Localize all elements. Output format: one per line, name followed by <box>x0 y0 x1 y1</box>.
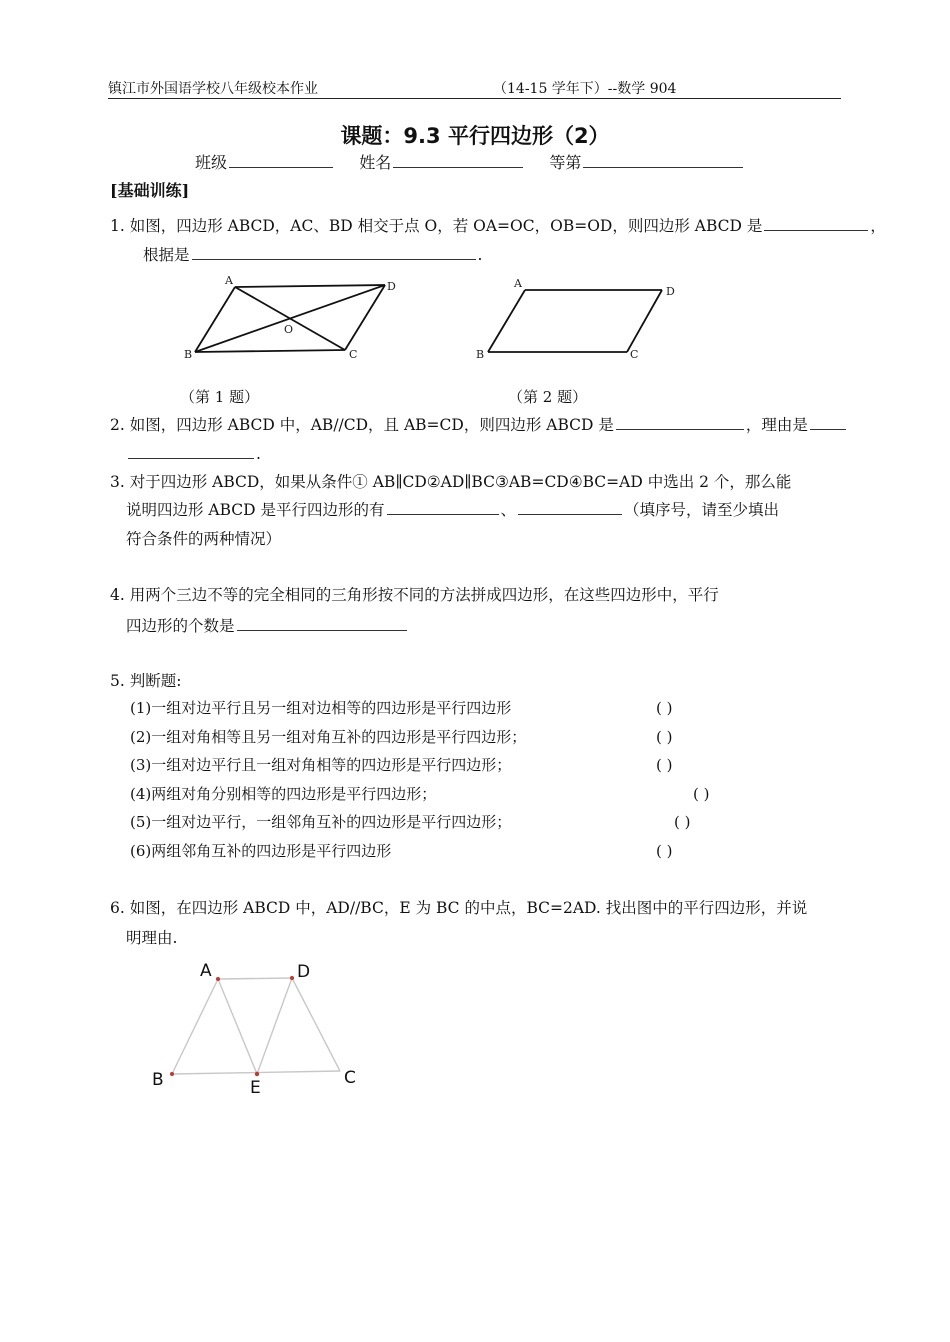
student-info-row <box>195 150 745 173</box>
grade-blank[interactable] <box>583 166 743 168</box>
question-2-line1 <box>110 411 848 439</box>
q1-reason-blank[interactable] <box>192 258 476 260</box>
class-label: 班级 <box>195 153 228 172</box>
question-6-line1: 6. 如图，在四边形 ABCD 中，AD//BC，E 为 BC 的中点，BC=2AD. 找出图中的平行四边形，并说 <box>110 899 808 917</box>
fig1-label-d: D <box>387 280 396 293</box>
figure-6-trapezoid <box>140 955 380 1105</box>
judge-bracket-3[interactable]: ( ) <box>656 756 673 775</box>
question-3-line3: 符合条件的两种情况） <box>126 530 282 548</box>
q4-answer-blank[interactable] <box>237 629 407 631</box>
judge-list <box>130 694 526 866</box>
q1-answer-blank[interactable] <box>764 229 868 231</box>
question-1-line1 <box>110 212 886 240</box>
q1-period: . <box>477 246 483 264</box>
judge-item-text: (4)两组对角分别相等的四边形是平行四边形； <box>130 784 437 803</box>
fig2-label-d: D <box>666 285 675 298</box>
judge-item <box>130 694 526 723</box>
grade-label: 等第 <box>549 153 582 172</box>
edge-ad <box>218 978 292 979</box>
question-5-title: 5. 判断题: <box>110 672 182 690</box>
point-e <box>255 1072 259 1076</box>
figure-1-caption: （第 1 题） <box>180 388 260 406</box>
q3-hint: （填序号，请至少填出 <box>624 501 780 519</box>
fig1-label-b: B <box>184 348 193 361</box>
edge-ab <box>172 979 218 1074</box>
judge-item <box>130 723 526 752</box>
edge-ba <box>195 287 235 352</box>
q1-comma: ， <box>870 217 886 235</box>
edge-ba <box>488 290 525 352</box>
point-a <box>216 977 220 981</box>
judge-bracket-5[interactable]: ( ) <box>674 813 691 832</box>
question-6-line2: 明理由. <box>126 929 178 947</box>
q2-period: . <box>256 445 261 463</box>
q1-reason-label: 根据是 <box>143 246 190 264</box>
judge-bracket-6[interactable]: ( ) <box>656 842 673 860</box>
judge-item-text: (6)两组邻角互补的四边形是平行四边形 <box>130 841 392 860</box>
q3-blank-2[interactable] <box>518 513 622 515</box>
edge-dc <box>292 978 340 1071</box>
q2-reason-label: ，理由是 <box>745 416 808 434</box>
judge-item-text: (5)一组对边平行，一组邻角互补的四边形是平行四边形； <box>130 813 512 832</box>
fig1-label-a: A <box>225 274 233 287</box>
q3-separator: 、 <box>500 501 517 519</box>
class-blank[interactable] <box>229 166 333 168</box>
q1-text: 1. 如图，四边形 ABCD，AC、BD 相交于点 O，若 OA=OC，OB=OD，则四边形 ABCD 是 <box>110 217 763 235</box>
judge-bracket-1[interactable]: ( ) <box>656 699 673 717</box>
judge-item-text: (3)一组对边平行且一组对角相等的四边形是平行四边形； <box>130 756 512 775</box>
judge-bracket-4[interactable]: ( ) <box>693 784 710 803</box>
question-2-line2 <box>126 440 261 468</box>
judge-item-text: (2)一组对角相等且另一组对角互补的四边形是平行四边形； <box>130 727 527 746</box>
question-3-line1: 3. 对于四边形 ABCD，如果从条件① AB∥CD②AD∥BC③AB=CD④BC=AD 中选出 2 个，那么能 <box>110 473 792 491</box>
fig6-label-e: E <box>250 1078 261 1098</box>
fig6-label-a: A <box>200 961 212 981</box>
judge-item <box>130 751 526 780</box>
figure-2-parallelogram <box>470 270 700 370</box>
judge-item <box>130 837 526 866</box>
judge-item <box>130 808 526 837</box>
section-heading: [基础训练] <box>110 181 190 200</box>
fig2-label-a: A <box>514 277 522 290</box>
fig1-label-o: O <box>284 323 294 336</box>
edge-de <box>257 978 292 1074</box>
q2-answer-blank[interactable] <box>616 428 744 430</box>
fig1-label-c: C <box>349 348 358 361</box>
judge-bracket-2[interactable]: ( ) <box>656 727 673 746</box>
fig2-label-b: B <box>476 348 485 361</box>
q3-blank-1[interactable] <box>387 513 499 515</box>
question-3-line2 <box>126 496 779 524</box>
point-b <box>170 1072 174 1076</box>
q2-text: 2. 如图，四边形 ABCD 中，AB//CD，且 AB=CD，则四边形 ABCD 是 <box>110 416 614 434</box>
edge-ad <box>235 285 385 287</box>
q2-reason-blank-a[interactable] <box>810 428 846 430</box>
edge-cb <box>195 350 345 352</box>
q4-text: 四边形的个数是 <box>126 617 235 635</box>
judge-item-text: (1)一组对边平行且另一组对边相等的四边形是平行四边形 <box>130 699 512 717</box>
judge-item <box>130 780 526 809</box>
diagonal-bd <box>195 285 385 352</box>
figure-1-parallelogram-diagonals <box>180 270 410 370</box>
fig6-label-d: D <box>297 962 311 982</box>
fig6-label-b: B <box>152 1070 164 1090</box>
question-4-line2 <box>126 612 409 640</box>
q2-reason-blank-b[interactable] <box>128 457 254 459</box>
name-blank[interactable] <box>393 166 523 168</box>
edge-dc <box>627 290 662 352</box>
fig2-label-c: C <box>630 348 639 361</box>
page-title: 课题：9.3 平行四边形（2） <box>340 124 610 148</box>
figure-2-caption: （第 2 题） <box>508 388 588 406</box>
point-d <box>290 976 294 980</box>
question-4-line1: 4. 用两个三边不等的完全相同的三角形按不同的方法拼成四边形，在这些四边形中，平行 <box>110 586 719 604</box>
fig6-label-c: C <box>344 1068 356 1088</box>
edge-ae <box>218 979 257 1074</box>
header-school: 镇江市外国语学校八年级校本作业 <box>108 81 318 97</box>
edge-dc <box>345 285 385 350</box>
header-term: （14-15 学年下）--数学 904 <box>493 81 677 97</box>
name-label: 姓名 <box>359 153 392 172</box>
question-1-line2 <box>143 241 482 269</box>
q3-text: 说明四边形 ABCD 是平行四边形的有 <box>126 501 385 519</box>
header-divider <box>108 98 841 99</box>
